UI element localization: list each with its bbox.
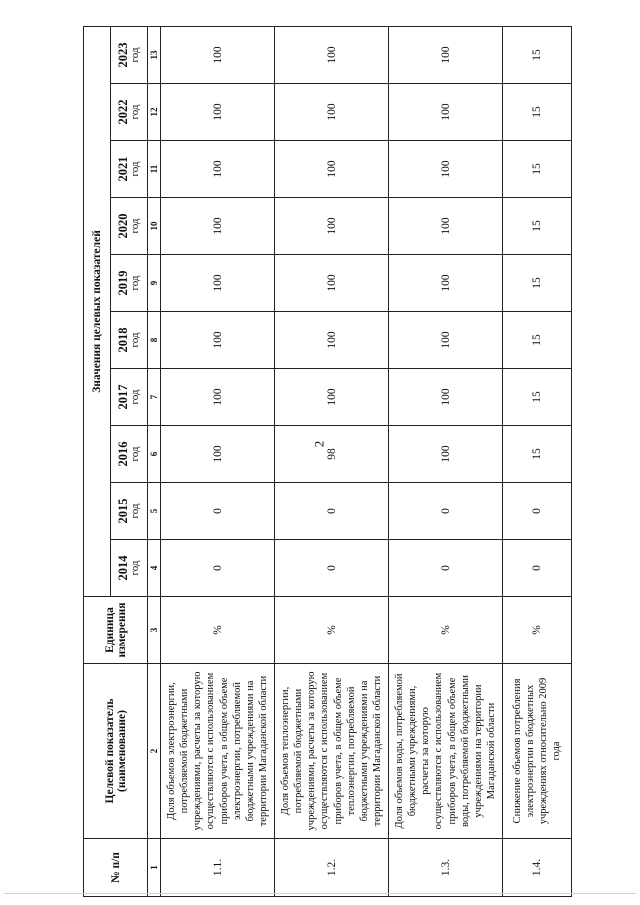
row-indicator-name: Доля объемов электроэнергии, потребляемой бюджетными учреждениями, расчеты за которую осуществляются с использованием приборов учета, в общем объеме электроэнергии, потребляемой бюджетными учреждениями на территории Магаданской области — [161, 664, 275, 839]
row-indicator-name: Доля объемов теплоэнергии, потребляемой бюджетными учреждениями, расчеты за которую осуществляются с использованием приборов учета, в общем объеме теплоэнергии, потребляемой бюджетными учреждениями на территории Магаданской области — [275, 664, 389, 839]
header-indicator: Целевой показатель (наименование) — [84, 664, 148, 839]
row-indicator-name: Доля объемов воды, потребляемой бюджетными учреждениями, расчеты за которую осуществляются с использованием приборов учета, в общем объеме воды, потребляемой бюджетными учреждениями на территории Магаданской области — [389, 664, 503, 839]
column-number: 10 — [148, 198, 161, 255]
column-number: 11 — [148, 141, 161, 198]
row-value: 100 — [389, 369, 503, 426]
row-value: 100 — [161, 255, 275, 312]
row-value: 100 — [275, 84, 389, 141]
row-value: 98 — [275, 426, 389, 483]
row-value: 100 — [161, 426, 275, 483]
row-value: 100 — [275, 312, 389, 369]
row-value: 15 — [503, 255, 572, 312]
column-number: 5 — [148, 483, 161, 540]
row-value: 0 — [161, 540, 275, 597]
row-value: 100 — [389, 26, 503, 83]
column-number: 8 — [148, 312, 161, 369]
column-number: 7 — [148, 369, 161, 426]
year-header: 2019 год — [111, 255, 148, 312]
row-value: 100 — [389, 312, 503, 369]
row-value: 0 — [389, 540, 503, 597]
column-number: 4 — [148, 540, 161, 597]
year-header: 2018 год — [111, 312, 148, 369]
row-num: 1.4. — [503, 839, 572, 897]
year-header: 2015 год — [111, 483, 148, 540]
row-value: 15 — [503, 369, 572, 426]
page-bottom-rule — [4, 893, 636, 894]
row-value: 100 — [161, 312, 275, 369]
column-number: 9 — [148, 255, 161, 312]
row-value: 100 — [389, 426, 503, 483]
row-value: 100 — [389, 255, 503, 312]
table-row — [503, 26, 572, 896]
column-number: 13 — [148, 26, 161, 83]
target-indicators-table — [83, 26, 572, 897]
page-number: 2 — [311, 440, 327, 448]
row-value: 100 — [389, 198, 503, 255]
row-value: 100 — [275, 26, 389, 83]
row-value: 100 — [275, 255, 389, 312]
row-value: 100 — [161, 141, 275, 198]
row-value: 15 — [503, 84, 572, 141]
row-value: 100 — [161, 198, 275, 255]
row-value: 100 — [161, 26, 275, 83]
column-number: 12 — [148, 84, 161, 141]
row-value: 0 — [275, 540, 389, 597]
year-header: 2014 год — [111, 540, 148, 597]
row-value: 100 — [161, 369, 275, 426]
header-unit: Единица измерения — [84, 597, 148, 664]
row-unit: % — [275, 597, 389, 664]
row-value: 15 — [503, 426, 572, 483]
row-value: 0 — [389, 483, 503, 540]
row-value: 100 — [161, 84, 275, 141]
table-row — [161, 26, 275, 896]
row-num: 1.1. — [161, 839, 275, 897]
table-row — [389, 26, 503, 896]
row-indicator-name: Снижение объемов потребления электроэнергии в бюджетных учреждениях относительно 2009 года — [503, 664, 572, 839]
row-unit: % — [389, 597, 503, 664]
row-value: 0 — [503, 483, 572, 540]
table-row — [275, 26, 389, 896]
year-header: 2022 год — [111, 84, 148, 141]
row-value: 0 — [275, 483, 389, 540]
row-num: 1.2. — [275, 839, 389, 897]
row-value: 15 — [503, 26, 572, 83]
year-header: 2023 год — [111, 26, 148, 83]
row-value: 100 — [275, 198, 389, 255]
row-value: 0 — [161, 483, 275, 540]
column-number: 3 — [148, 597, 161, 664]
row-value: 100 — [389, 141, 503, 198]
row-value: 100 — [389, 84, 503, 141]
row-num: 1.3. — [389, 839, 503, 897]
column-number: 6 — [148, 426, 161, 483]
row-unit: % — [503, 597, 572, 664]
row-unit: % — [161, 597, 275, 664]
column-number: 1 — [148, 839, 161, 897]
year-header: 2016 год — [111, 426, 148, 483]
column-number-row — [148, 26, 161, 896]
header-num: № п/п — [84, 839, 148, 897]
row-value: 15 — [503, 141, 572, 198]
header-values-group: Значения целевых показателей — [84, 26, 111, 596]
rotated-table-container — [83, 27, 623, 897]
row-value: 15 — [503, 312, 572, 369]
year-header: 2020 год — [111, 198, 148, 255]
year-header: 2021 год — [111, 141, 148, 198]
row-value: 0 — [503, 540, 572, 597]
row-value: 100 — [275, 141, 389, 198]
row-value: 100 — [275, 369, 389, 426]
column-number: 2 — [148, 664, 161, 839]
year-header: 2017 год — [111, 369, 148, 426]
row-value: 15 — [503, 198, 572, 255]
